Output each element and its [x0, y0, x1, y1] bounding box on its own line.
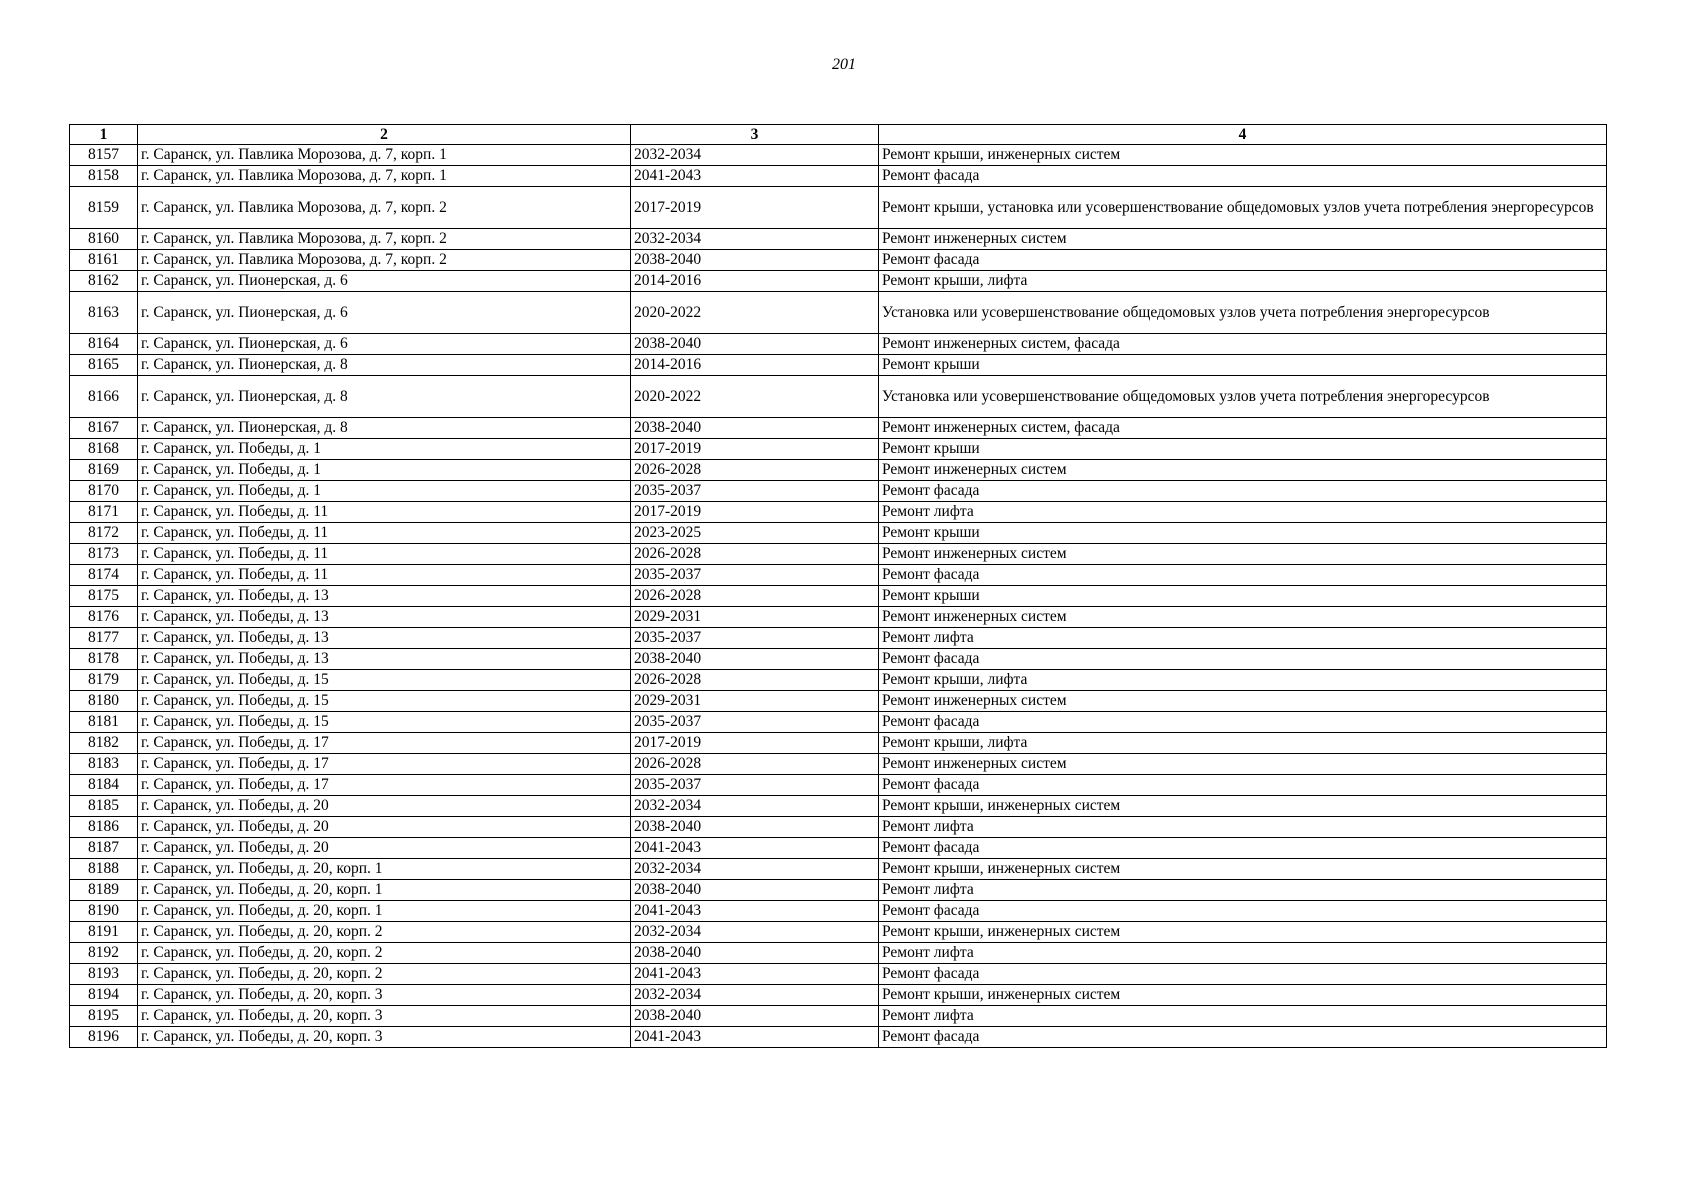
period-cell: 2038-2040	[631, 1006, 879, 1027]
row-number-cell: 8172	[70, 523, 138, 544]
period-cell: 2026-2028	[631, 544, 879, 565]
address-cell: г. Саранск, ул. Пионерская, д. 6	[138, 334, 631, 355]
row-number-cell: 8161	[70, 250, 138, 271]
table-row	[70, 817, 1607, 838]
work-type-cell: Ремонт лифта	[879, 628, 1607, 649]
period-cell: 2032-2034	[631, 145, 879, 166]
address-cell: г. Саранск, ул. Победы, д. 20, корп. 2	[138, 964, 631, 985]
table-row	[70, 691, 1607, 712]
address-cell: г. Саранск, ул. Победы, д. 20, корп. 3	[138, 1006, 631, 1027]
table-row	[70, 187, 1607, 229]
work-type-cell: Ремонт инженерных систем, фасада	[879, 418, 1607, 439]
address-cell: г. Саранск, ул. Пионерская, д. 8	[138, 418, 631, 439]
address-cell: г. Саранск, ул. Пионерская, д. 6	[138, 292, 631, 334]
period-cell: 2038-2040	[631, 334, 879, 355]
address-cell: г. Саранск, ул. Победы, д. 15	[138, 712, 631, 733]
period-cell: 2026-2028	[631, 754, 879, 775]
period-cell: 2026-2028	[631, 460, 879, 481]
address-cell: г. Саранск, ул. Победы, д. 1	[138, 439, 631, 460]
row-number-cell: 8185	[70, 796, 138, 817]
row-number-cell: 8194	[70, 985, 138, 1006]
table-row	[70, 964, 1607, 985]
row-number-cell: 8176	[70, 607, 138, 628]
table-row	[70, 166, 1607, 187]
table-row	[70, 649, 1607, 670]
row-number-cell: 8189	[70, 880, 138, 901]
work-type-cell: Ремонт фасада	[879, 964, 1607, 985]
period-cell: 2017-2019	[631, 439, 879, 460]
row-number-cell: 8180	[70, 691, 138, 712]
work-type-cell: Ремонт фасада	[879, 250, 1607, 271]
row-number-cell: 8186	[70, 817, 138, 838]
table-row	[70, 355, 1607, 376]
row-number-cell: 8165	[70, 355, 138, 376]
row-number-cell: 8179	[70, 670, 138, 691]
table-row	[70, 292, 1607, 334]
table-row	[70, 985, 1607, 1006]
row-number-cell: 8171	[70, 502, 138, 523]
row-number-cell: 8181	[70, 712, 138, 733]
address-cell: г. Саранск, ул. Павлика Морозова, д. 7, корп. 1	[138, 145, 631, 166]
period-cell: 2041-2043	[631, 901, 879, 922]
row-number-cell: 8164	[70, 334, 138, 355]
address-cell: г. Саранск, ул. Павлика Морозова, д. 7, корп. 2	[138, 187, 631, 229]
row-number-cell: 8191	[70, 922, 138, 943]
work-type-cell: Ремонт фасада	[879, 649, 1607, 670]
row-number-cell: 8188	[70, 859, 138, 880]
period-cell: 2023-2025	[631, 523, 879, 544]
work-type-cell: Установка или усовершенствование общедомовых узлов учета потребления энергоресурсов	[879, 292, 1607, 334]
work-type-cell: Ремонт инженерных систем	[879, 229, 1607, 250]
period-cell: 2035-2037	[631, 775, 879, 796]
work-type-cell: Ремонт фасада	[879, 901, 1607, 922]
table-body	[70, 145, 1607, 1048]
address-cell: г. Саранск, ул. Победы, д. 20, корп. 1	[138, 859, 631, 880]
table-row	[70, 376, 1607, 418]
work-type-cell: Ремонт фасада	[879, 166, 1607, 187]
period-cell: 2038-2040	[631, 943, 879, 964]
address-cell: г. Саранск, ул. Победы, д. 20, корп. 2	[138, 943, 631, 964]
table-row	[70, 670, 1607, 691]
period-cell: 2017-2019	[631, 733, 879, 754]
address-cell: г. Саранск, ул. Победы, д. 11	[138, 502, 631, 523]
table-row	[70, 439, 1607, 460]
period-cell: 2032-2034	[631, 229, 879, 250]
table-row	[70, 859, 1607, 880]
address-cell: г. Саранск, ул. Победы, д. 20, корп. 1	[138, 901, 631, 922]
table-row	[70, 418, 1607, 439]
work-type-cell: Ремонт фасада	[879, 838, 1607, 859]
period-cell: 2017-2019	[631, 187, 879, 229]
address-cell: г. Саранск, ул. Победы, д. 15	[138, 670, 631, 691]
work-type-cell: Ремонт лифта	[879, 502, 1607, 523]
row-number-cell: 8167	[70, 418, 138, 439]
address-cell: г. Саранск, ул. Павлика Морозова, д. 7, корп. 2	[138, 229, 631, 250]
work-type-cell: Ремонт крыши	[879, 523, 1607, 544]
address-cell: г. Саранск, ул. Пионерская, д. 8	[138, 355, 631, 376]
row-number-cell: 8163	[70, 292, 138, 334]
table-row	[70, 628, 1607, 649]
row-number-cell: 8187	[70, 838, 138, 859]
work-type-cell: Ремонт инженерных систем	[879, 691, 1607, 712]
period-cell: 2035-2037	[631, 565, 879, 586]
table-row	[70, 796, 1607, 817]
table-row	[70, 586, 1607, 607]
table-row	[70, 544, 1607, 565]
row-number-cell: 8158	[70, 166, 138, 187]
work-type-cell: Ремонт крыши	[879, 439, 1607, 460]
row-number-cell: 8192	[70, 943, 138, 964]
address-cell: г. Саранск, ул. Победы, д. 17	[138, 775, 631, 796]
table-row	[70, 775, 1607, 796]
period-cell: 2020-2022	[631, 376, 879, 418]
work-type-cell: Ремонт крыши, инженерных систем	[879, 985, 1607, 1006]
address-cell: г. Саранск, ул. Победы, д. 17	[138, 733, 631, 754]
row-number-cell: 8196	[70, 1027, 138, 1048]
work-type-cell: Ремонт крыши, лифта	[879, 670, 1607, 691]
address-cell: г. Саранск, ул. Победы, д. 1	[138, 460, 631, 481]
work-type-cell: Ремонт инженерных систем	[879, 544, 1607, 565]
table-row	[70, 607, 1607, 628]
table-row	[70, 733, 1607, 754]
column-header: 4	[879, 125, 1607, 145]
period-cell: 2020-2022	[631, 292, 879, 334]
work-type-cell: Ремонт инженерных систем	[879, 460, 1607, 481]
period-cell: 2017-2019	[631, 502, 879, 523]
period-cell: 2026-2028	[631, 670, 879, 691]
work-type-cell: Ремонт фасада	[879, 775, 1607, 796]
work-type-cell: Ремонт инженерных систем	[879, 754, 1607, 775]
row-number-cell: 8174	[70, 565, 138, 586]
row-number-cell: 8160	[70, 229, 138, 250]
period-cell: 2026-2028	[631, 586, 879, 607]
period-cell: 2041-2043	[631, 964, 879, 985]
address-cell: г. Саранск, ул. Победы, д. 20	[138, 796, 631, 817]
row-number-cell: 8173	[70, 544, 138, 565]
work-type-cell: Ремонт крыши, инженерных систем	[879, 145, 1607, 166]
address-cell: г. Саранск, ул. Победы, д. 17	[138, 754, 631, 775]
column-header: 1	[70, 125, 138, 145]
address-cell: г. Саранск, ул. Победы, д. 20, корп. 1	[138, 880, 631, 901]
row-number-cell: 8190	[70, 901, 138, 922]
column-header: 2	[138, 125, 631, 145]
table-row	[70, 481, 1607, 502]
address-cell: г. Саранск, ул. Победы, д. 11	[138, 565, 631, 586]
repair-schedule-table	[69, 124, 1607, 1048]
row-number-cell: 8177	[70, 628, 138, 649]
work-type-cell: Ремонт фасада	[879, 712, 1607, 733]
row-number-cell: 8183	[70, 754, 138, 775]
row-number-cell: 8182	[70, 733, 138, 754]
table-row	[70, 460, 1607, 481]
row-number-cell: 8170	[70, 481, 138, 502]
period-cell: 2029-2031	[631, 607, 879, 628]
table-row	[70, 880, 1607, 901]
period-cell: 2035-2037	[631, 628, 879, 649]
period-cell: 2038-2040	[631, 880, 879, 901]
work-type-cell: Ремонт лифта	[879, 1006, 1607, 1027]
address-cell: г. Саранск, ул. Победы, д. 13	[138, 586, 631, 607]
period-cell: 2032-2034	[631, 922, 879, 943]
work-type-cell: Ремонт фасада	[879, 1027, 1607, 1048]
table-row	[70, 271, 1607, 292]
period-cell: 2032-2034	[631, 796, 879, 817]
address-cell: г. Саранск, ул. Победы, д. 13	[138, 607, 631, 628]
row-number-cell: 8178	[70, 649, 138, 670]
work-type-cell: Ремонт инженерных систем, фасада	[879, 334, 1607, 355]
work-type-cell: Ремонт крыши	[879, 355, 1607, 376]
table-row	[70, 1006, 1607, 1027]
table-row	[70, 334, 1607, 355]
period-cell: 2032-2034	[631, 985, 879, 1006]
address-cell: г. Саранск, ул. Павлика Морозова, д. 7, корп. 1	[138, 166, 631, 187]
work-type-cell: Ремонт крыши	[879, 586, 1607, 607]
work-type-cell: Ремонт фасада	[879, 565, 1607, 586]
address-cell: г. Саранск, ул. Победы, д. 11	[138, 544, 631, 565]
table-row	[70, 1027, 1607, 1048]
address-cell: г. Саранск, ул. Победы, д. 13	[138, 628, 631, 649]
work-type-cell: Ремонт лифта	[879, 817, 1607, 838]
work-type-cell: Ремонт фасада	[879, 481, 1607, 502]
work-type-cell: Ремонт крыши, инженерных систем	[879, 796, 1607, 817]
table-row	[70, 901, 1607, 922]
work-type-cell: Ремонт крыши, инженерных систем	[879, 859, 1607, 880]
row-number-cell: 8184	[70, 775, 138, 796]
work-type-cell: Ремонт крыши, установка или усовершенствование общедомовых узлов учета потребления энергоресурсов	[879, 187, 1607, 229]
table-row	[70, 565, 1607, 586]
table-row	[70, 712, 1607, 733]
period-cell: 2038-2040	[631, 250, 879, 271]
table-header-row	[70, 125, 1607, 145]
address-cell: г. Саранск, ул. Победы, д. 20, корп. 3	[138, 985, 631, 1006]
period-cell: 2014-2016	[631, 271, 879, 292]
table-row	[70, 922, 1607, 943]
address-cell: г. Саранск, ул. Победы, д. 20	[138, 817, 631, 838]
address-cell: г. Саранск, ул. Павлика Морозова, д. 7, корп. 2	[138, 250, 631, 271]
work-type-cell: Установка или усовершенствование общедомовых узлов учета потребления энергоресурсов	[879, 376, 1607, 418]
address-cell: г. Саранск, ул. Победы, д. 11	[138, 523, 631, 544]
period-cell: 2041-2043	[631, 166, 879, 187]
row-number-cell: 8162	[70, 271, 138, 292]
address-cell: г. Саранск, ул. Победы, д. 20, корп. 2	[138, 922, 631, 943]
work-type-cell: Ремонт инженерных систем	[879, 607, 1607, 628]
row-number-cell: 8193	[70, 964, 138, 985]
row-number-cell: 8175	[70, 586, 138, 607]
work-type-cell: Ремонт крыши, инженерных систем	[879, 922, 1607, 943]
table-row	[70, 943, 1607, 964]
table-row	[70, 502, 1607, 523]
address-cell: г. Саранск, ул. Победы, д. 20	[138, 838, 631, 859]
row-number-cell: 8168	[70, 439, 138, 460]
row-number-cell: 8169	[70, 460, 138, 481]
work-type-cell: Ремонт крыши, лифта	[879, 733, 1607, 754]
table-row	[70, 838, 1607, 859]
table-row	[70, 229, 1607, 250]
period-cell: 2038-2040	[631, 817, 879, 838]
row-number-cell: 8195	[70, 1006, 138, 1027]
period-cell: 2035-2037	[631, 481, 879, 502]
table-row	[70, 523, 1607, 544]
table-row	[70, 145, 1607, 166]
row-number-cell: 8159	[70, 187, 138, 229]
address-cell: г. Саранск, ул. Победы, д. 15	[138, 691, 631, 712]
row-number-cell: 8166	[70, 376, 138, 418]
address-cell: г. Саранск, ул. Пионерская, д. 8	[138, 376, 631, 418]
work-type-cell: Ремонт лифта	[879, 943, 1607, 964]
period-cell: 2041-2043	[631, 1027, 879, 1048]
table-row	[70, 250, 1607, 271]
period-cell: 2041-2043	[631, 838, 879, 859]
period-cell: 2038-2040	[631, 418, 879, 439]
address-cell: г. Саранск, ул. Победы, д. 20, корп. 3	[138, 1027, 631, 1048]
address-cell: г. Саранск, ул. Пионерская, д. 6	[138, 271, 631, 292]
work-type-cell: Ремонт лифта	[879, 880, 1607, 901]
table-row	[70, 754, 1607, 775]
column-header: 3	[631, 125, 879, 145]
row-number-cell: 8157	[70, 145, 138, 166]
address-cell: г. Саранск, ул. Победы, д. 13	[138, 649, 631, 670]
work-type-cell: Ремонт крыши, лифта	[879, 271, 1607, 292]
period-cell: 2038-2040	[631, 649, 879, 670]
address-cell: г. Саранск, ул. Победы, д. 1	[138, 481, 631, 502]
period-cell: 2014-2016	[631, 355, 879, 376]
page-number: 201	[832, 56, 856, 73]
period-cell: 2032-2034	[631, 859, 879, 880]
period-cell: 2035-2037	[631, 712, 879, 733]
period-cell: 2029-2031	[631, 691, 879, 712]
